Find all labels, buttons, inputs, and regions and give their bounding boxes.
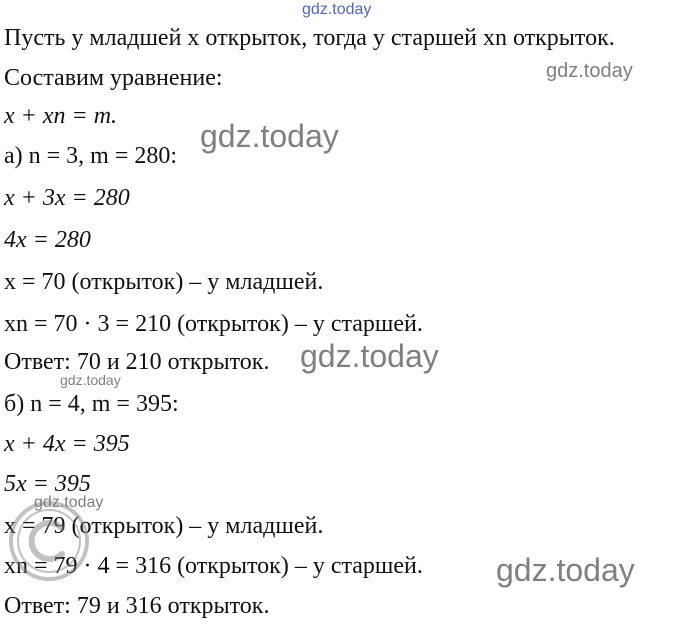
part-b-older-result: xn = 79 · 4 = 316 (открыток) – у старшей. — [4, 553, 423, 579]
part-a-answer: Ответ: 70 и 210 открыток. — [4, 349, 270, 375]
watermark-small-2: gdz.today — [34, 494, 104, 511]
part-a-equation-1: x + 3x = 280 — [4, 185, 130, 211]
part-b-equation-1: x + 4x = 395 — [4, 431, 130, 457]
watermark-large-3: gdz.today — [496, 552, 635, 588]
part-a-older-result: xn = 70 · 3 = 210 (открыток) – у старшей. — [4, 311, 423, 337]
watermark-large-2: gdz.today — [300, 338, 439, 374]
watermark-upper-right: gdz.today — [546, 60, 633, 82]
watermark-large-1: gdz.today — [200, 118, 339, 154]
part-a-condition: а) n = 3, m = 280: — [4, 143, 178, 169]
part-b-equation-2: 5x = 395 — [4, 471, 91, 497]
part-a-younger-result: x = 70 (открыток) – у младшей. — [4, 269, 324, 295]
copyright-watermark-icon — [6, 498, 92, 584]
watermark-top: gdz.today — [302, 1, 372, 18]
part-b-condition: б) n = 4, m = 395: — [4, 391, 179, 417]
watermark-small-1: gdz.today — [60, 372, 121, 388]
compose-equation-line: Составим уравнение: — [4, 65, 223, 91]
intro-line: Пусть у младшей x открыток, тогда у старшей xn открыток. — [4, 25, 615, 51]
part-b-answer: Ответ: 79 и 316 открыток. — [4, 593, 270, 619]
part-b-younger-result: x = 79 (открыток) – у младшей. — [4, 513, 324, 539]
part-a-equation-2: 4x = 280 — [4, 227, 91, 253]
general-equation: x + xn = m. — [4, 103, 118, 129]
